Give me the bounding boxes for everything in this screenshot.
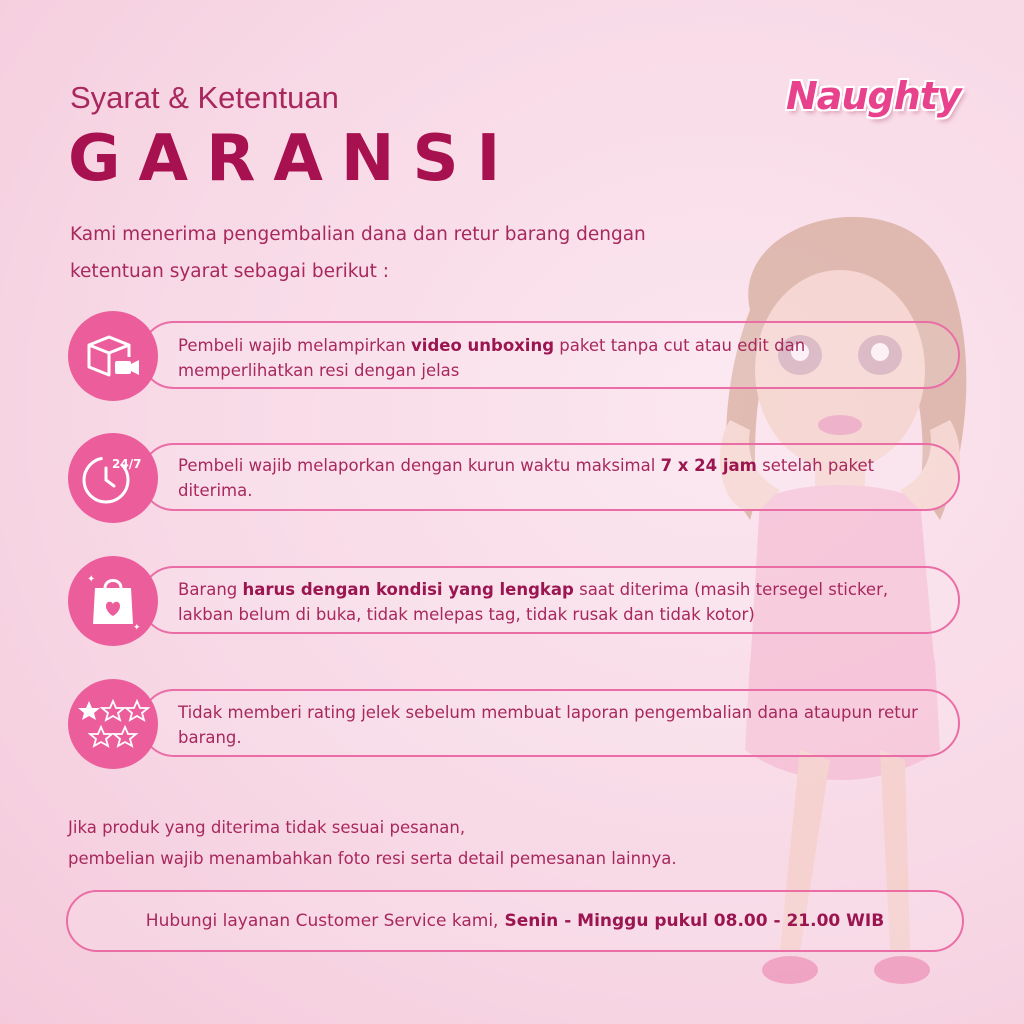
intro-text (70, 216, 790, 290)
clock-24-7-icon (68, 433, 158, 523)
subtitle: Syarat & Ketentuan (70, 80, 339, 115)
intro-line-2: ketentuan syarat sebagai berikut : (70, 261, 390, 282)
rule-text-4: Tidak memberi rating jelek sebelum membuat laporan pengembalian dana ataupun retur barang. (178, 703, 918, 747)
rule-text-3: Barang harus dengan kondisi yang lengkap saat diterima (masih tersegel sticker, lakban belum di buka, tidak melepas tag, tidak rusak dan tidak kotor) (178, 580, 889, 624)
cs-text: Hubungi layanan Customer Service kami, (145, 911, 499, 931)
shopping-bag-heart-icon (68, 556, 158, 646)
svg-text:✦: ✦ (133, 623, 141, 632)
brand-logo: Naughty (786, 74, 961, 118)
box-video-icon (68, 311, 158, 401)
page-title: GARANSI (68, 122, 519, 196)
star-rating-icon (68, 679, 158, 769)
box-video-icon-glyph (83, 331, 143, 381)
customer-service-banner (66, 890, 964, 952)
svg-text:✦: ✦ (87, 574, 96, 585)
footnote (68, 812, 677, 874)
star-rating-icon-glyph (74, 697, 152, 751)
shopping-bag-heart-icon-glyph (83, 570, 143, 632)
cs-hours: Senin - Minggu pukul 08.00 - 21.00 WIB (504, 911, 885, 931)
rule-text-2: Pembeli wajib melaporkan dengan kurun waktu maksimal 7 x 24 jam setelah paket diterima. (178, 456, 875, 500)
svg-text:24/7: 24/7 (112, 457, 142, 471)
footnote-line-1: Jika produk yang diterima tidak sesuai pesanan, (68, 818, 466, 837)
footnote-line-2: pembelian wajib menambahkan foto resi serta detail pemesanan lainnya. (68, 849, 677, 868)
intro-line-1: Kami menerima pengembalian dana dan retur barang dengan (70, 224, 646, 245)
rule-text-1: Pembeli wajib melampirkan video unboxing paket tanpa cut atau edit dan memperlihatkan resi dengan jelas (178, 336, 806, 380)
clock-24-7-icon-glyph (78, 446, 148, 510)
